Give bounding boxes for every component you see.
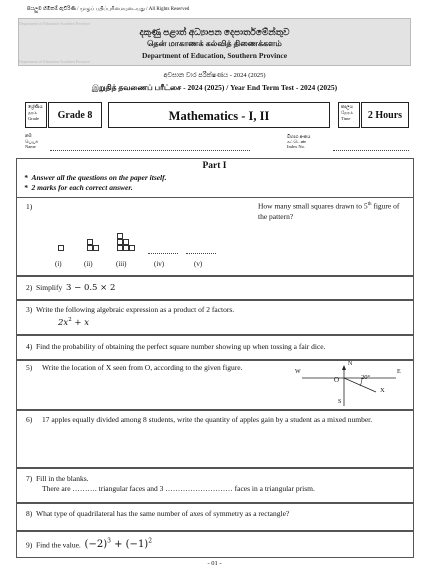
north-arrow-icon (342, 365, 346, 370)
exam-title: இறுதித் தவணைப் பரீட்சை - 2024 (2025) / Year End Term Test - 2024 (2025) (91, 83, 338, 92)
part-title: Part I (202, 161, 227, 171)
label-angle: 20° (361, 374, 371, 381)
question-2-expression: 3 − 0.5 × 2 (66, 283, 116, 293)
label-origin: O (334, 376, 340, 384)
pattern-label-2: (ii) (84, 260, 93, 268)
question-4: 4) Find the probability of obtaining the perfect square number showing up when tossing a fair dice. (26, 342, 326, 351)
watermark-text: Department of Education Southern Province (19, 21, 91, 26)
question-7-blanks[interactable]: There are ………. triangular faces and 3 ……………………… faces in a triangular prism. (42, 484, 315, 493)
label-x: X (380, 387, 385, 394)
time-label: කාලය நேரம் Time (338, 102, 360, 128)
name-label: නම பெயர் Name (25, 133, 39, 149)
label-south: S (338, 399, 342, 405)
pattern-label-3: (iii) (116, 260, 127, 268)
index-label: විභාග අංකය சுட்டெண் Index No. (287, 134, 311, 149)
label-east: E (397, 369, 401, 375)
pattern-blank-5[interactable] (186, 253, 216, 254)
grade-value: Grade 8 (48, 102, 102, 128)
question-3: 3) Write the following algebraic expression as a product of 2 factors. (26, 305, 235, 314)
department-header (18, 18, 411, 66)
rights-notice: සියලුම හිමිකම් ඇවිරිණි / முழுப் பதிப்புரிமையுடையது / All Rights Reserved (27, 7, 190, 12)
instruction-1: * Answer all the questions on the paper itself. (24, 173, 167, 182)
pattern-label-4: (iv) (154, 260, 165, 268)
exam-title-sinhala: අවසාන වාර පරීක්ෂණය - 2024 (2025) (163, 72, 266, 79)
label-west: W (295, 369, 301, 375)
question-3-expression: $2x^2 + x$ (58, 317, 90, 328)
question-2: 2) Simplify 3 − 0.5 × 2 (26, 283, 116, 293)
question-7: 7) Fill in the blanks. (26, 474, 89, 483)
department-name-tamil: தென் மாகாணக் கல்வித் திணைக்களம் (147, 39, 282, 48)
label-north: N (348, 361, 353, 367)
grade-label: ශ්‍රේණිය தரம் Grade (25, 102, 47, 128)
question-9-expression: $(-2)^3 + (-1)^2$ (84, 538, 153, 551)
question-6-number: 6) (26, 415, 33, 424)
pattern-label-1: (i) (55, 260, 62, 268)
name-field[interactable] (50, 150, 250, 151)
page-number: - 01 - (207, 560, 222, 567)
question-1-number: 1) (26, 202, 33, 211)
subject-title: Mathematics - I, II (108, 102, 330, 128)
question-5-number: 5) (26, 363, 33, 372)
question-8: 8) What type of quadrilateral has the same number of axes of symmetry as a rectangle? (26, 509, 290, 518)
department-name-english: Department of Education, Southern Province (141, 51, 288, 60)
question-1-text: How many small squares drawn to 5th figure of the pattern? (258, 201, 400, 221)
question-5-text: Write the location of X seen from O, according to the given figure. (42, 363, 243, 372)
watermark-text: Department of Education Southern Province (19, 59, 91, 64)
index-number-field[interactable] (333, 150, 409, 151)
question-9: 9) Find the value. $(-2)^3 + (-1)^2$ (26, 538, 153, 551)
question-6-text: 17 apples equally divided among 8 students, write the quantity of apples gain by a student as a mixed number. (42, 415, 373, 424)
pattern-blank-4[interactable] (148, 253, 178, 254)
department-name-sinhala: දකුණු පළාත් අධ්‍යාපන දෙපාර්තමේන්තුව (139, 27, 290, 37)
direction-line-x (344, 378, 376, 392)
time-value: 2 Hours (361, 102, 409, 128)
pattern-label-5: (v) (194, 260, 203, 268)
instruction-2: * 2 marks for each correct answer. (24, 183, 133, 192)
